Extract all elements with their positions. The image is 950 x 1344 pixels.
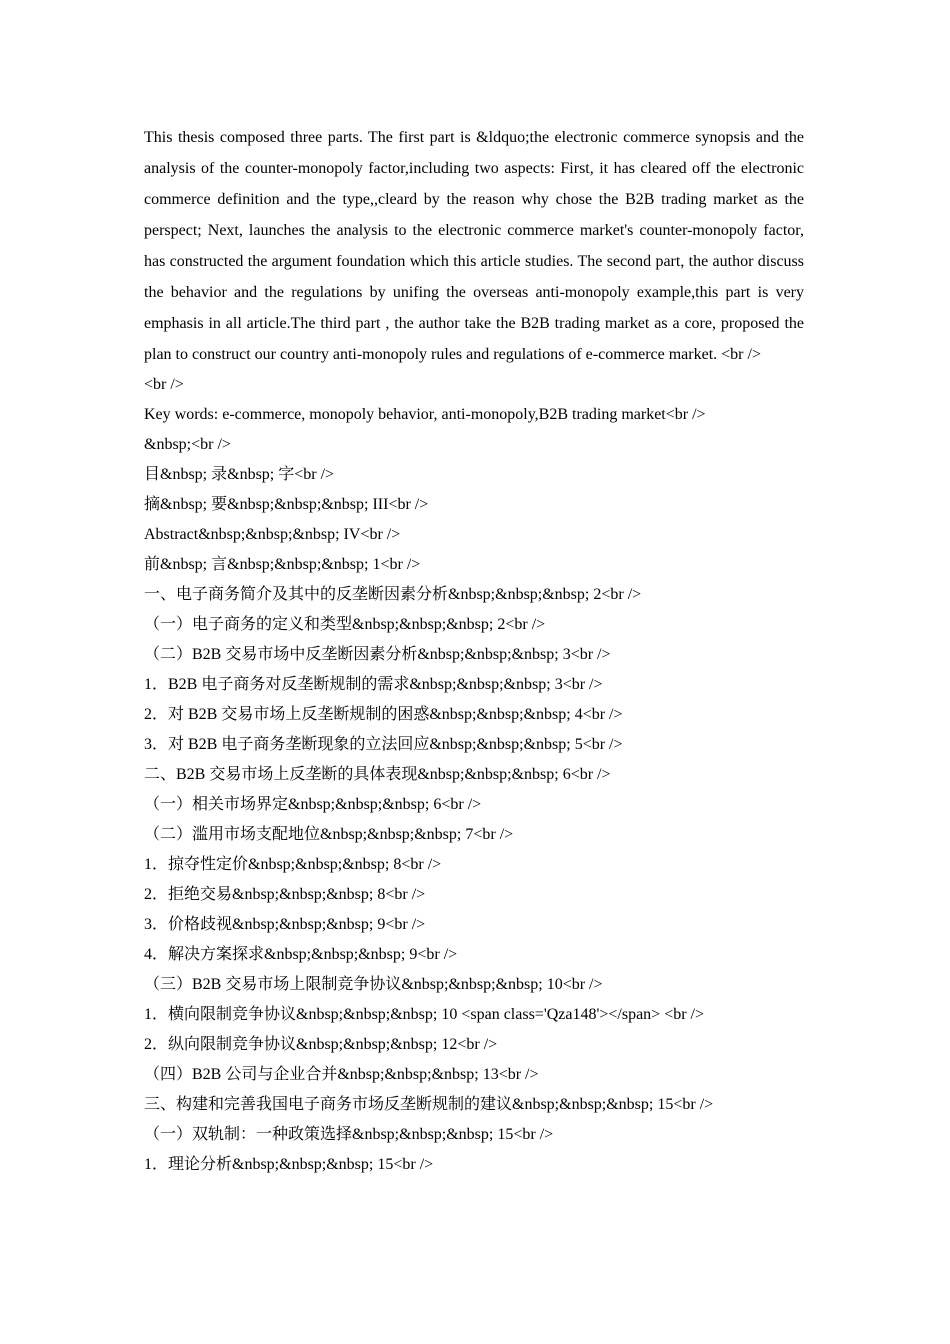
toc-entry: 3．价格歧视&nbsp;&nbsp;&nbsp; 9<br /> [144,916,426,933]
toc-entry: （一）相关市场界定&nbsp;&nbsp;&nbsp; 6<br /> [144,796,482,813]
toc-lines [144,370,804,1180]
abstract-paragraph: This thesis composed three parts. The first part is &ldquo;the electronic commerce synopsis and the analysis of the counter-monopoly factor,including two aspects: First, it has cleared off the electronic commerce definition and the type,,cleard by the reason why chose the B2B trading market as the perspect; Next, launches the analysis to the electronic commerce market's counter-monopoly factor, has constructed the argument foundation which this article studies. The second part, the author discuss the behavior and the regulations by unifing the overseas anti-monopoly example,this part is very emphasis in all article.The third part , the author take the B2B trading market as a core, proposed the plan to construct our country anti-monopoly rules and regulations of e-commerce market. <br /> [144,129,804,363]
toc-entry: （一）电子商务的定义和类型&nbsp;&nbsp;&nbsp; 2<br /> [144,616,546,633]
toc-entry: （二）滥用市场支配地位&nbsp;&nbsp;&nbsp; 7<br /> [144,826,514,843]
toc-entry: 3．对 B2B 电子商务垄断现象的立法回应&nbsp;&nbsp;&nbsp; 5<br /> [144,736,623,753]
text-line: <br /> [144,376,184,393]
toc-entry: 2．对 B2B 交易市场上反垄断规制的困惑&nbsp;&nbsp;&nbsp; 4<br /> [144,706,623,723]
toc-entry: 一、电子商务简介及其中的反垄断因素分析&nbsp;&nbsp;&nbsp; 2<br /> [144,586,642,603]
toc-entry: （四）B2B 公司与企业合并&nbsp;&nbsp;&nbsp; 13<br /> [144,1066,539,1083]
toc-entry: Abstract&nbsp;&nbsp;&nbsp; IV<br /> [144,526,401,543]
toc-entry: （一）双轨制：一种政策选择&nbsp;&nbsp;&nbsp; 15<br /> [144,1126,554,1143]
toc-entry: 4．解决方案探求&nbsp;&nbsp;&nbsp; 9<br /> [144,946,458,963]
toc-entry: 摘&nbsp; 要&nbsp;&nbsp;&nbsp; III<br /> [144,496,429,513]
toc-entry: 二、B2B 交易市场上反垄断的具体表现&nbsp;&nbsp;&nbsp; 6<br /> [144,766,611,783]
toc-entry: 1．横向限制竞争协议&nbsp;&nbsp;&nbsp; 10 <span class='Qza148'></span> <br /> [144,1006,705,1023]
toc-entry: 1．理论分析&nbsp;&nbsp;&nbsp; 15<br /> [144,1156,434,1173]
toc-entry: （二）B2B 交易市场中反垄断因素分析&nbsp;&nbsp;&nbsp; 3<br /> [144,646,611,663]
document-body [144,122,804,1180]
toc-entry: 三、构建和完善我国电子商务市场反垄断规制的建议&nbsp;&nbsp;&nbsp; 15<br /> [144,1096,714,1113]
toc-heading: 目&nbsp; 录&nbsp; 字<br /> [144,466,335,483]
toc-entry: 1．B2B 电子商务对反垄断规制的需求&nbsp;&nbsp;&nbsp; 3<br /> [144,676,603,693]
keywords-line: Key words: e-commerce, monopoly behavior, anti-monopoly,B2B trading market<br /> [144,406,706,423]
toc-entry: 1．掠夺性定价&nbsp;&nbsp;&nbsp; 8<br /> [144,856,442,873]
toc-entry: 前&nbsp; 言&nbsp;&nbsp;&nbsp; 1<br /> [144,556,421,573]
toc-entry: 2．拒绝交易&nbsp;&nbsp;&nbsp; 8<br /> [144,886,426,903]
toc-entry: 2．纵向限制竞争协议&nbsp;&nbsp;&nbsp; 12<br /> [144,1036,498,1053]
text-line: &nbsp;<br /> [144,436,231,453]
toc-entry: （三）B2B 交易市场上限制竞争协议&nbsp;&nbsp;&nbsp; 10<br /> [144,976,603,993]
